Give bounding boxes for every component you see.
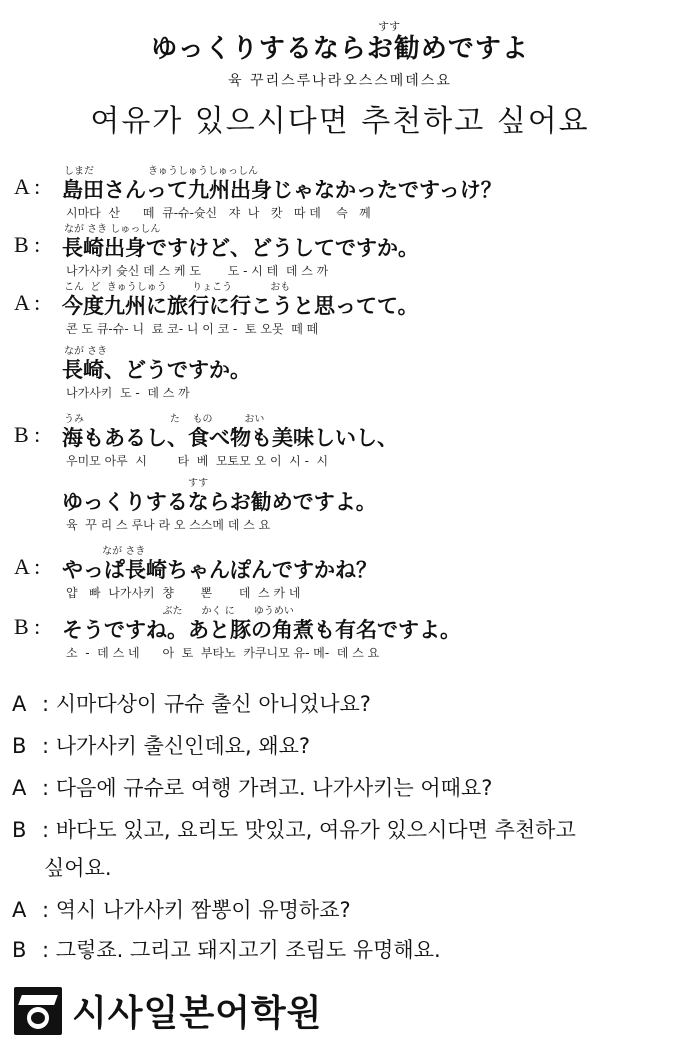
furigana: すす (64, 478, 209, 489)
furigana: なが さき (64, 546, 146, 557)
translation-text: 역시 나가사키 짬뽕이 유명하죠? (55, 898, 351, 922)
translation-text: 그렇죠. 그리고 돼지고기 조림도 유명해요. (55, 938, 441, 962)
korean-reading: 소 - 데 스 네 아 토 부타노 카쿠니모 유- 메- 데 스 요 (66, 646, 380, 660)
page-title-reading: 육 꾸리스루나라오스스메데스요 (228, 73, 452, 89)
korean-reading: 육 꾸 리 스 루나 라 오 스스메 데 스 요 (66, 518, 271, 532)
translation-text: 나가사키 출신인데요, 왜요? (55, 734, 311, 758)
korean-reading: 우미모 아루 시 타 베 모토모 오 이 시 - 시 (66, 454, 329, 468)
furigana: なが さき (64, 346, 108, 357)
speaker-label: A : (14, 174, 41, 199)
graduate-cap-icon (14, 987, 62, 1035)
japanese-sentence: やっぱ長崎ちゃんぽんですかね？ (62, 558, 377, 582)
speaker-label: A : (14, 290, 41, 315)
translation-speaker: B (12, 938, 27, 962)
japanese-sentence: そうですね。あと豚の角煮も有名ですよ。 (62, 618, 461, 642)
korean-reading: 나가사키 슛신 데 스 케 도 도 - 시 테 데 스 까 (66, 264, 329, 278)
translation-line: A : 다음에 규슈로 여행 가려고. 나가사키는 어때요? (12, 776, 493, 800)
japanese-sentence: 長崎出身ですけど、どうしてですか。 (62, 236, 419, 260)
translation-line: A : 시마다상이 규슈 출신 아니었나요? (12, 692, 371, 716)
translation-text: 시마다상이 규슈 출신 아니었나요? (55, 692, 371, 716)
speaker-label: B : (14, 614, 41, 639)
title-furigana: すす (378, 20, 401, 33)
korean-reading: 콘 도 큐-슈- 니 료 코- 니 이 코 - 토 오못 떼 떼 (66, 322, 319, 336)
japanese-sentence: 海もあるし、食べ物も美味しいし、 (62, 426, 398, 450)
translation-line: B : 그렇죠. 그리고 돼지고기 조림도 유명해요. (12, 938, 441, 962)
page-title-korean: 여유가 있으시다면 추천하고 싶어요 (90, 104, 590, 139)
translation-text: 바다도 있고, 요리도 맛있고, 여유가 있으시다면 추천하고 (55, 818, 576, 842)
translation-speaker: B (12, 734, 27, 758)
translation-line: A : 역시 나가사키 짬뽕이 유명하죠? (12, 898, 351, 922)
translation-speaker: A (12, 898, 27, 922)
japanese-sentence: 島田さんって九州出身じゃなかったですっけ？ (62, 178, 502, 202)
translation-continuation: 싶어요. (44, 856, 112, 880)
japanese-sentence: ゆっくりするならお勧めですよ。 (62, 490, 377, 514)
furigana: しまだ きゅうしゅうしゅっしん (64, 166, 259, 177)
brand-logo (14, 985, 322, 1036)
furigana: ぶた かく に ゆうめい (64, 606, 294, 617)
translation-line: B : 바다도 있고, 요리도 맛있고, 여유가 있으시다면 추천하고 (12, 818, 576, 842)
furigana: なが さき しゅっしん (64, 224, 161, 235)
speaker-label: B : (14, 422, 41, 447)
speaker-label: B : (14, 232, 41, 257)
korean-reading: 나가사키 도 - 데 스 까 (66, 386, 190, 400)
translation-speaker: B (12, 818, 27, 842)
page-title-japanese: ゆっくりするならお勧めですよ (151, 34, 529, 64)
korean-reading: 시마다 산 떼 큐-슈-슛신 쟈 나 캇 따 데 슥 께 (66, 206, 371, 220)
furigana: うみ た もの おい (64, 414, 265, 425)
logo-text: 시사일본어학원 (72, 993, 323, 1034)
speaker-label: A : (14, 554, 41, 579)
translation-speaker: A (12, 776, 27, 800)
translation-line: B : 나가사키 출신인데요, 왜요? (12, 734, 311, 758)
furigana: こん ど きゅうしゅう りょこう おも (64, 282, 291, 293)
japanese-sentence: 今度九州に旅行に行こうと思ってて。 (62, 294, 419, 318)
japanese-sentence: 長崎、どうですか。 (62, 358, 251, 382)
translation-speaker: A (12, 692, 27, 716)
translation-text: 다음에 규슈로 여행 가려고. 나가사키는 어때요? (55, 776, 493, 800)
korean-reading: 얍 빠 나가사키 챵 뽄 데 스 카 네 (66, 586, 301, 600)
